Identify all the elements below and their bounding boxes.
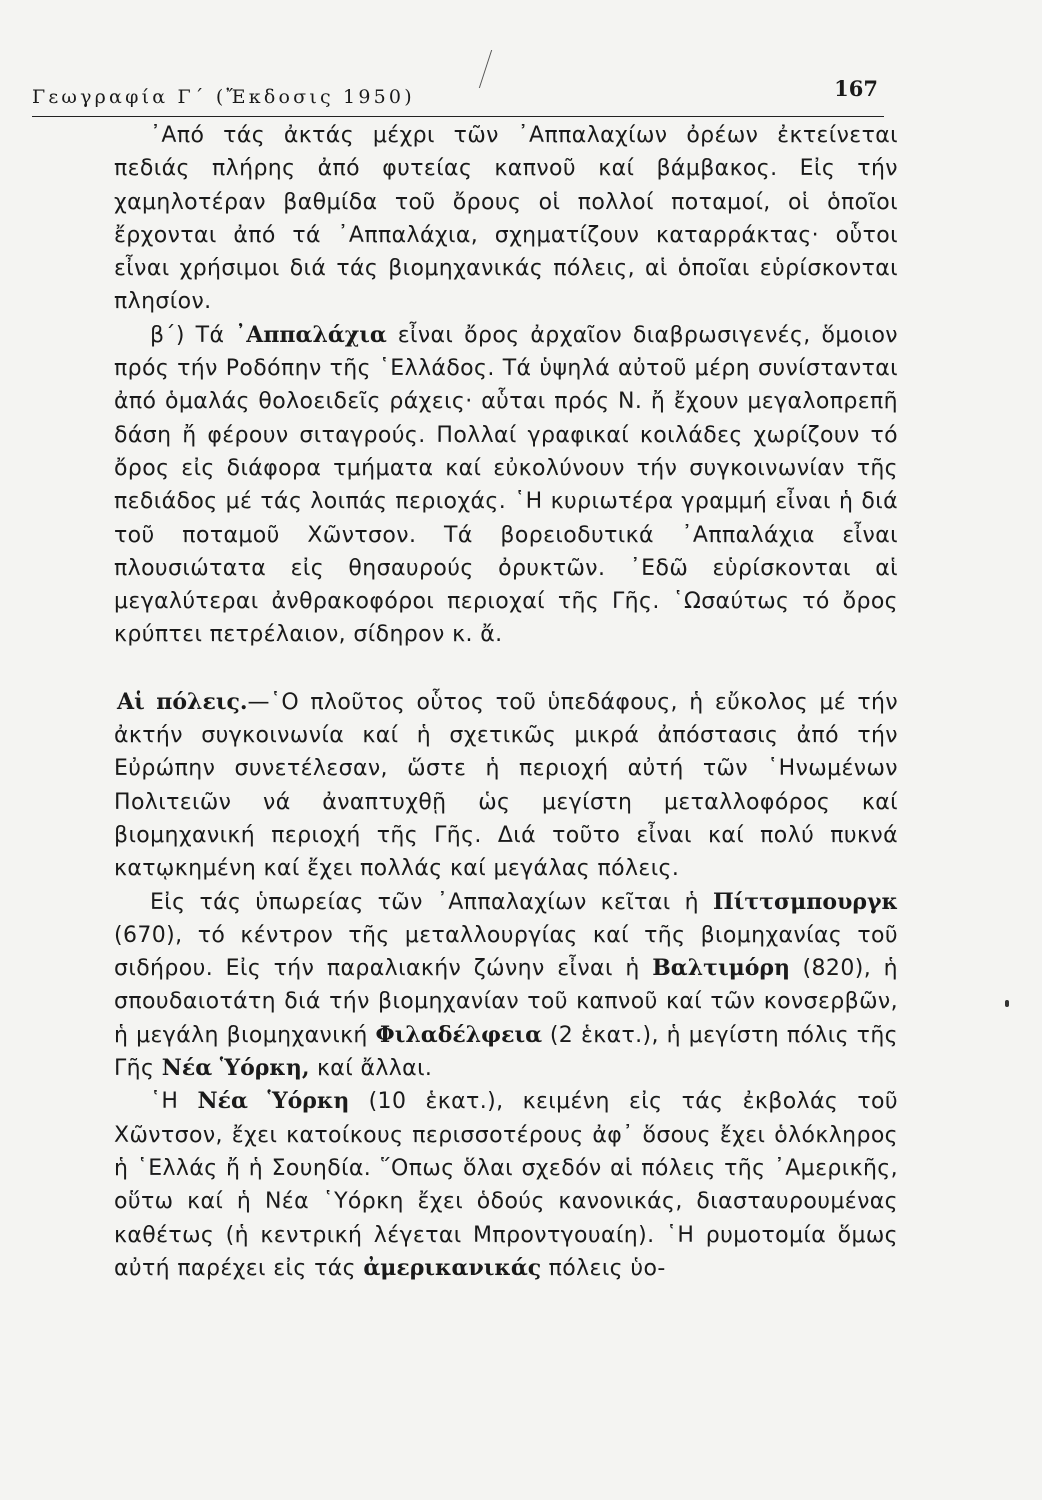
city-new-york-2: Νέα Ὑόρκη [197,1088,350,1115]
paragraph-5-text-c: πόλεις ὑο- [548,1255,666,1281]
paragraph-3-text: —῾Ο πλοῦτος οὗτος τοῦ ὑπεδάφους, ἡ εὔκολος μέ τήν ἀκτήν συγκοινωνία καί ἡ σχετικῶς μικρά ἀπόστασις ἀπό τήν Εὐρώπην συνετέλεσαν, ὥστε ἡ περιοχή αὐτή τῶν ῾Ηνωμένων Πολιτειῶν νά ἀναπτυχθῇ ὡς μεγίστη μεταλλοφόρος καί βιομηχανική περιοχή τῆς Γῆς. Διά τοῦτο εἶναι καί πολύ πυκνά κατῳκημένη καί ἔχει πολλάς καί μεγάλας πόλεις. [114,689,899,882]
running-title: Γεωγραφία Γ΄ (Ἔκδοσις 1950) [32,86,415,108]
paragraph-1-text: ᾿Από τάς ἀκτάς μέχρι τῶν ᾿Αππαλαχίων ὀρέων ἐκτείνεται πεδιάς πλήρης ἀπό φυτείας καπνοῦ καί βάμβακος. Εἰς τήν χαμηλοτέραν βαθμίδα τοῦ ὄρους οἱ πολλοί ποταμοί, οἱ ὁποῖοι ἔρχονται ἀπό τά ᾿Αππαλάχια, σχηματίζουν καταρράκτας· οὗτοι εἶναι χρήσιμοι διά τάς βιομηχανικάς πόλεις, αἱ ὁποῖαι εὑρίσκονται πλησίον. [114,123,898,315]
paragraph-appalachians [114,319,898,652]
paragraph-new-york [114,1085,898,1285]
city-new-york: Νέα Ὑόρκη, [161,1055,310,1082]
paragraph-coastal-plain [114,119,898,319]
paragraph-major-cities [114,886,898,1086]
page-header [32,76,884,116]
paragraph-5-text-a: ῾Η [150,1089,179,1115]
city-philadelphia: Φιλαδέλφεια [375,1021,543,1048]
paragraph-2-text: εἶναι ὄρος ἀρχαῖον διαβρωσιγενές, ὅμοιον πρός τήν Ροδόπην τῆς ῾Ελλάδος. Τά ὑψηλά αὐτοῦ μέρη συνίστανται ἀπό ὁμαλάς θολοειδεῖς ράχεις· αὗται πρός Ν. ἤ ἔχουν μεγαλοπρεπῆ δάση ἤ φέρουν σιταγρούς. Πολλαί γραφικαί κοιλάδες χωρίζουν τό ὄρος εἰς διάφορα τμήματα καί εὐκολύνουν τήν συγκοινωνίαν τῆς πεδιάδος μέ τάς λοιπάς περιοχάς. ῾Η κυριωτέρα γραμμή εἶναι ἡ διά τοῦ ποταμοῦ Χῶντσον. Τά βορειοδυτικά ᾿Αππαλάχια εἶναι πλουσιώτατα εἰς θησαυρούς ὀρυκτῶν. ᾿Εδῶ εὑρίσκονται αἱ μεγαλύτεραι ἀνθρακοφόροι περιοχαί τῆς Γῆς. ῾Ωσαύτως τό ὄρος κρύπτει πετρέλαιον, σίδηρον κ. ἄ. [114,322,898,648]
body-text [114,119,898,1285]
term-appalachians: ᾿Αππαλάχια [235,321,387,348]
page-number: 167 [834,76,878,101]
city-pittsburgh: Πίττσμπουργκ [712,888,898,915]
scan-speck [1005,1000,1009,1007]
paragraph-4-text-d: (2 ἑκατ.), ἡ μεγίστη πόλις τῆς Γῆς [114,1022,898,1082]
paragraph-4-text-e: καί ἄλλαι. [316,1056,433,1082]
section-heading-cities: Αἱ πόλεις. [117,688,248,715]
scan-fold-mark [479,50,506,88]
term-american: ἀμερικανικάς [363,1254,542,1281]
paragraph-2-marker: β΄) Τά [150,322,225,348]
header-rule [32,116,884,117]
section-gap [114,652,898,686]
city-baltimore: Βαλτιμόρη [652,955,791,982]
paragraph-4-text-c: (820), ἡ σπουδαιοτάτη διά τήν βιομηχανίαν τοῦ καπνοῦ καί τῶν κονσερβῶν, ἡ μεγάλη βιομηχανική [114,956,898,1048]
paragraph-cities-intro [114,686,898,886]
paragraph-4-text-b: (670), τό κέντρον τῆς μεταλλουργίας καί τῆς βιομηχανίας τοῦ σιδήρου. Εἰς τήν παραλιακήν ζώνην εἶναι ἡ [114,922,898,982]
paragraph-5-text-b: (10 ἑκατ.), κειμένη εἰς τάς ἐκβολάς τοῦ Χῶντσον, ἔχει κατοίκους περισσοτέρους ἀφ᾿ ὅσους ἔχει ὁλόκληρος ἡ ῾Ελλάς ἤ ἡ Σουηδία. ῞Οπως ὅλαι σχεδόν αἱ πόλεις τῆς ᾿Αμερικῆς, οὕτω καί ἡ Νέα ῾Υόρκη ἔχει ὁδούς κανονικάς, διασταυρουμένας καθέτως (ἡ κεντρική λέγεται Μπροντγουαίη). ῾Η ρυμοτομία ὅμως αὐτή παρέχει εἰς τάς [114,1089,898,1281]
paragraph-4-text-a: Εἰς τάς ὑπωρείας τῶν ᾿Αππαλαχίων κεῖται ἡ [150,889,699,915]
